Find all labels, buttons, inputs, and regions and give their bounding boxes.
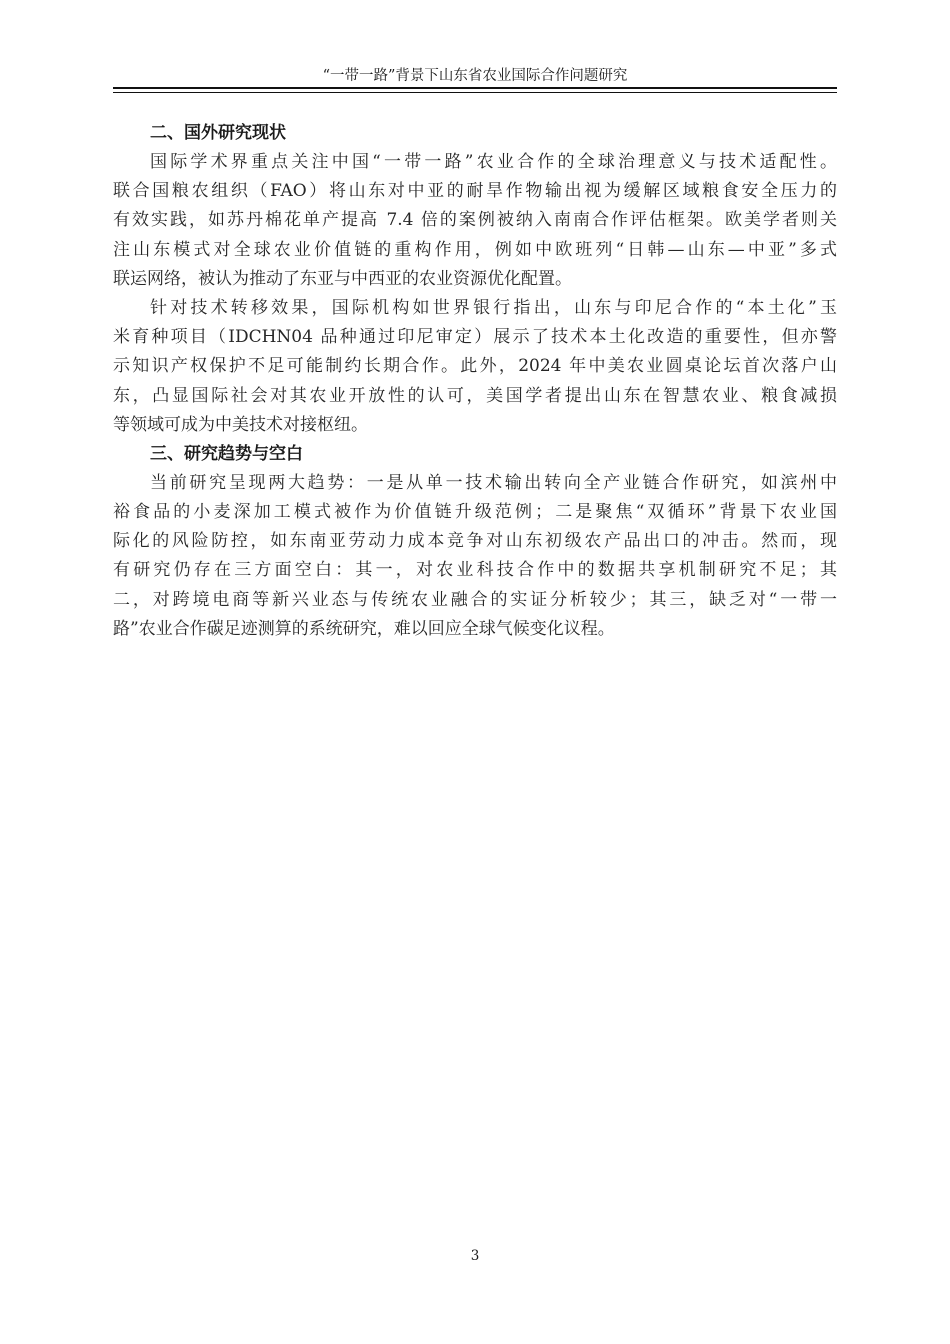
header-rule-thick: [113, 87, 837, 89]
text-line: 注山东模式对全球农业价值链的重构作用，例如中欧班列“日韩—山东—中亚”多式: [113, 239, 837, 260]
text-line: 有效实践，如苏丹棉花单产提高 7.4 倍的案例被纳入南南合作评估框架。欧美学者则关: [113, 210, 837, 231]
body-content: [113, 119, 837, 644]
text-line: 示知识产权保护不足可能制约长期合作。此外，2024 年中美农业圆桌论坛首次落户山: [113, 356, 837, 377]
section-heading-foreign-research: 二、国外研究现状: [150, 123, 286, 143]
text-line: 裕食品的小麦深加工模式被作为价值链升级范例；二是聚焦“双循环”背景下农业国: [113, 502, 837, 523]
text-line: 等领域可成为中美技术对接枢纽。: [113, 414, 368, 435]
text-line: 米育种项目（IDCHN04 品种通过印尼审定）展示了技术本土化改造的重要性，但亦警: [113, 327, 837, 348]
paragraph: [113, 294, 837, 440]
text-line: 针对技术转移效果，国际机构如世界银行指出，山东与印尼合作的“本土化”玉: [150, 297, 837, 318]
text-line: 东，凸显国际社会对其农业开放性的认可，美国学者提出山东在智慧农业、粮食减损: [113, 385, 837, 406]
section-heading-research-trends: 三、研究趋势与空白: [150, 443, 303, 464]
page-number: 3: [470, 1248, 480, 1264]
text-line: 路”农业合作碳足迹测算的系统研究，难以回应全球气候变化议程。: [113, 618, 615, 639]
running-header-title: “一带一路”背景下山东省农业国际合作问题研究: [322, 68, 628, 84]
text-line: 二，对跨境电商等新兴业态与传统农业融合的实证分析较少；其三，缺乏对“一带一: [113, 589, 837, 610]
text-line: 国际学术界重点关注中国“一带一路”农业合作的全球治理意义与技术适配性。: [150, 152, 837, 172]
text-line: 当前研究呈现两大趋势：一是从单一技术输出转向全产业链合作研究，如滨州中: [150, 472, 837, 493]
header-rule-thin: [113, 92, 837, 93]
text-line: 有研究仍存在三方面空白：其一，对农业科技合作中的数据共享机制研究不足；其: [113, 560, 837, 581]
text-line: 联合国粮农组织（FAO）将山东对中亚的耐旱作物输出视为缓解区域粮食安全压力的: [113, 181, 837, 202]
text-line: 际化的风险防控，如东南亚劳动力成本竞争对山东初级农产品出口的冲击。然而，现: [113, 531, 837, 552]
text-line: 联运网络，被认为推动了东亚与中西亚的农业资源优化配置。: [113, 268, 572, 289]
paragraph: [113, 148, 837, 294]
paragraph: [113, 469, 837, 644]
